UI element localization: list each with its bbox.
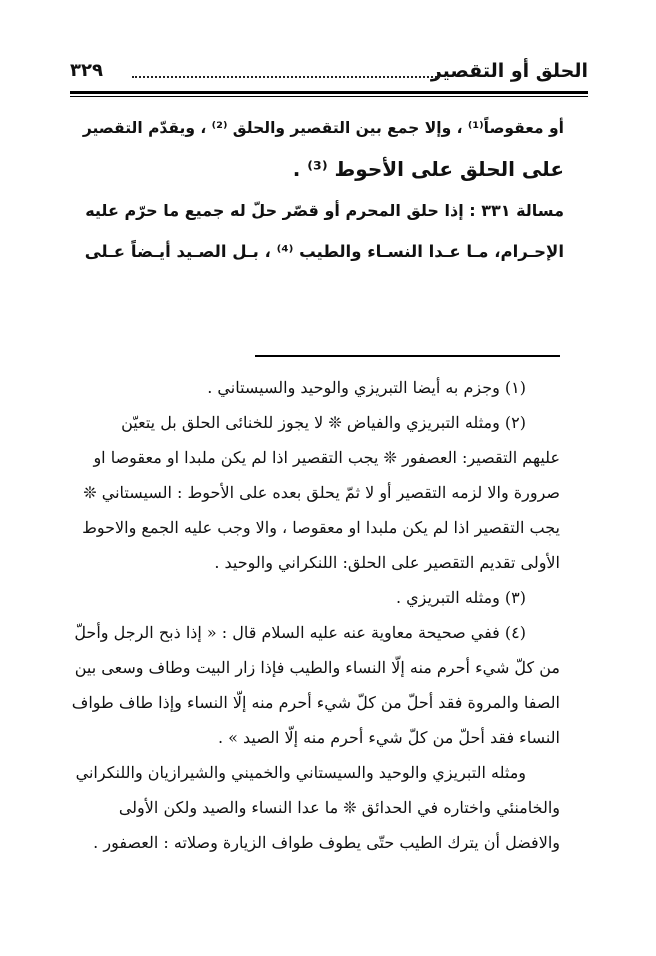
footnote-separator: [255, 355, 560, 357]
main-line: أو معقوصاً⁽¹⁾ ، وإلا جمع بين التقصير والحلق ⁽²⁾ ، ويقدّم التقصير: [82, 119, 564, 137]
footnote-line: يجب التقصير اذا لم يكن ملبدا او معقوصا ، والا وجب عليه الجمع والاحوط: [82, 518, 560, 537]
footnotes: [70, 370, 560, 860]
header-rule-thin: [70, 96, 588, 97]
footnote-line: ومثله التبريزي والوحيد والسيستاني والخميني والشيرازيان واللنكراني: [75, 763, 526, 782]
footnote-line: الأولى تقديم التقصير على الحلق: اللنكراني والوحيد .: [214, 553, 560, 572]
header-title: الحلق أو التقصير: [430, 60, 588, 82]
main-line: الإحـرام، مـا عـدا النسـاء والطيب ⁽⁴⁾ ، بـل الصـيد أيـضاً عـلى: [84, 242, 564, 261]
footnote-line: عليهم التقصير: العصفور ❊ يجب التقصير اذا لم يكن ملبدا او معقوصا او: [93, 448, 560, 467]
header-dot-leader: [132, 76, 440, 78]
footnote-line: (٣) ومثله التبريزي .: [395, 588, 526, 607]
main-text: [82, 108, 564, 272]
footnote-line: (١) وجزم به أيضا التبريزي والوحيد والسيستاني .: [207, 378, 526, 397]
footnote-line: صرورة والا لزمه التقصير أو لا ثمّ يحلق بعده على الأحوط : السيستاني ❊: [83, 483, 560, 502]
header-rule-thick: [70, 91, 588, 94]
footnote-line: (٤) ففي صحيحة معاوية عنه عليه السلام قال : « إذا ذبح الرجل وأحلّ: [74, 623, 526, 642]
main-line: مسالة ٣٣١ : إذا حلق المحرم أو قصّر حلّ له جميع ما حرّم عليه: [85, 201, 564, 220]
page-number: ٣٢٩: [70, 60, 103, 81]
main-line: على الحلق على الأحوط ⁽³⁾ .: [292, 157, 564, 181]
footnote-line: النساء فقد أحلّ من كلّ شيء أحرم منه إلّا الصيد » .: [217, 728, 560, 747]
footnote-line: من كلّ شيء أحرم منه إلّا النساء والطيب فإذا زار البيت وطاف وسعى بين: [74, 658, 560, 677]
footnote-line: والافضل أن يترك الطيب حتّى يطوف طواف الزيارة وصلاته : العصفور .: [93, 833, 560, 852]
running-header: [70, 58, 588, 88]
footnote-line: الصفا والمروة فقد أحلّ من كلّ شيء أحرم منه إلّا النساء وإذا طاف طواف: [71, 693, 560, 712]
footnote-line: والخامنئي واختاره في الحدائق ❊ ما عدا النساء والصيد ولكن الأولى: [118, 798, 560, 817]
footnote-line: (٢) ومثله التبريزي والفياض ❊ لا يجوز للخنائى الحلق بل يتعيّن: [121, 413, 526, 432]
